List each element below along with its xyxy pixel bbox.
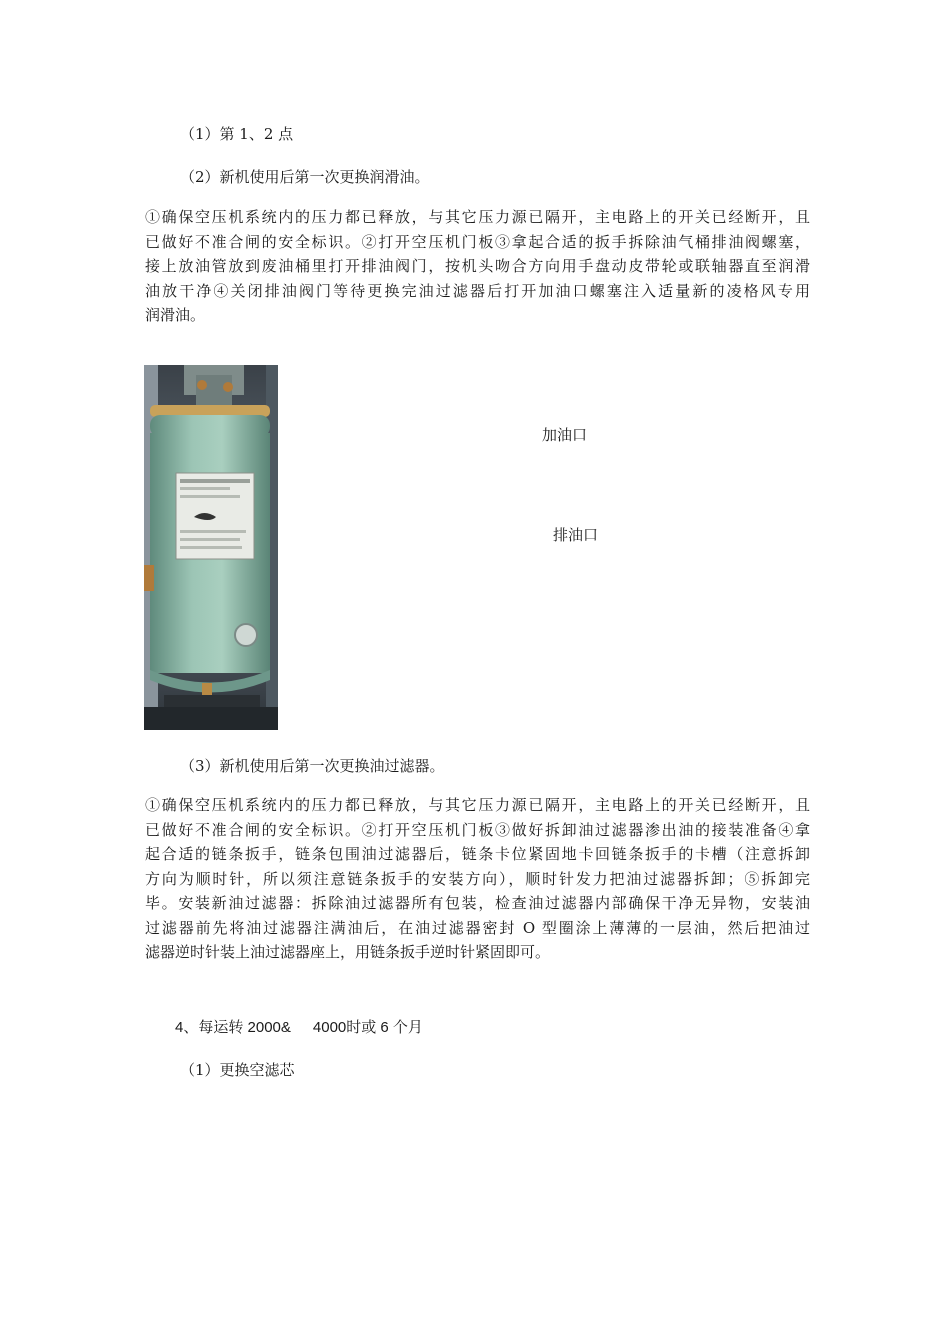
item-1-heading: （1）第 1、2 点 — [180, 125, 294, 143]
paragraph-line: 油放干净④关闭排油阀门等待更换完油过滤器后打开加油口螺塞注入适量新的凌格风专用 — [145, 281, 810, 300]
paragraph-line: 过滤器前先将油过滤器注满油后，在油过滤器密封 O 型圈涂上薄薄的一层油，然后把油过 — [145, 918, 810, 937]
paragraph-line: 润滑油。 — [145, 306, 206, 324]
paragraph-line: ①确保空压机系统内的压力都已释放，与其它压力源已隔开，主电路上的开关已经断开，且 — [145, 208, 810, 226]
item-3-heading: （3）新机使用后第一次更换油过滤器。 — [180, 757, 445, 775]
item-4-sub-1: （1）更换空滤芯 — [180, 1061, 295, 1079]
oil-separator-tank-photo — [144, 365, 278, 730]
item-4-prefix: 4、每运转 2000& — [175, 1019, 291, 1036]
paragraph-line: 毕。安装新油过滤器：拆除油过滤器所有包装，检查油过滤器内部确保干净无异物，安装油 — [145, 894, 810, 912]
item-2-heading: （2）新机使用后第一次更换润滑油。 — [180, 168, 430, 186]
item-4-suffix: 4000时或 6 个月 — [312, 1019, 423, 1036]
paragraph-line: 已做好不准合闸的安全标识。②打开空压机门板③做好拆卸油过滤器渗出油的接装准备④拿 — [145, 820, 810, 839]
oil-filter-paragraph — [145, 793, 810, 965]
paragraph-line: 已做好不准合闸的安全标识。②打开空压机门板③拿起合适的扳手拆除油气桶排油阀螺塞， — [145, 232, 810, 251]
oil-drain-label: 排油口 — [553, 526, 599, 544]
oil-inlet-label: 加油口 — [542, 426, 588, 444]
oil-change-paragraph — [145, 205, 810, 328]
paragraph-line: 接上放油管放到废油桶里打开排油阀门，按机头吻合方向用手盘动皮带轮或联轴器直至润滑 — [145, 257, 810, 275]
paragraph-line: 滤器逆时针装上油过滤器座上，用链条扳手逆时针紧固即可。 — [145, 943, 551, 961]
paragraph-line: ①确保空压机系统内的压力都已释放，与其它压力源已隔开，主电路上的开关已经断开，且 — [145, 796, 810, 814]
item-4-heading — [175, 1018, 423, 1038]
paragraph-line: 方向为顺时针，所以须注意链条扳手的安装方向），顺时针发力把油过滤器拆卸；⑤拆卸完 — [145, 869, 810, 888]
paragraph-line: 起合适的链条扳手，链条包围油过滤器后，链条卡位紧固地卡回链条扳手的卡槽（注意拆卸 — [145, 845, 810, 863]
